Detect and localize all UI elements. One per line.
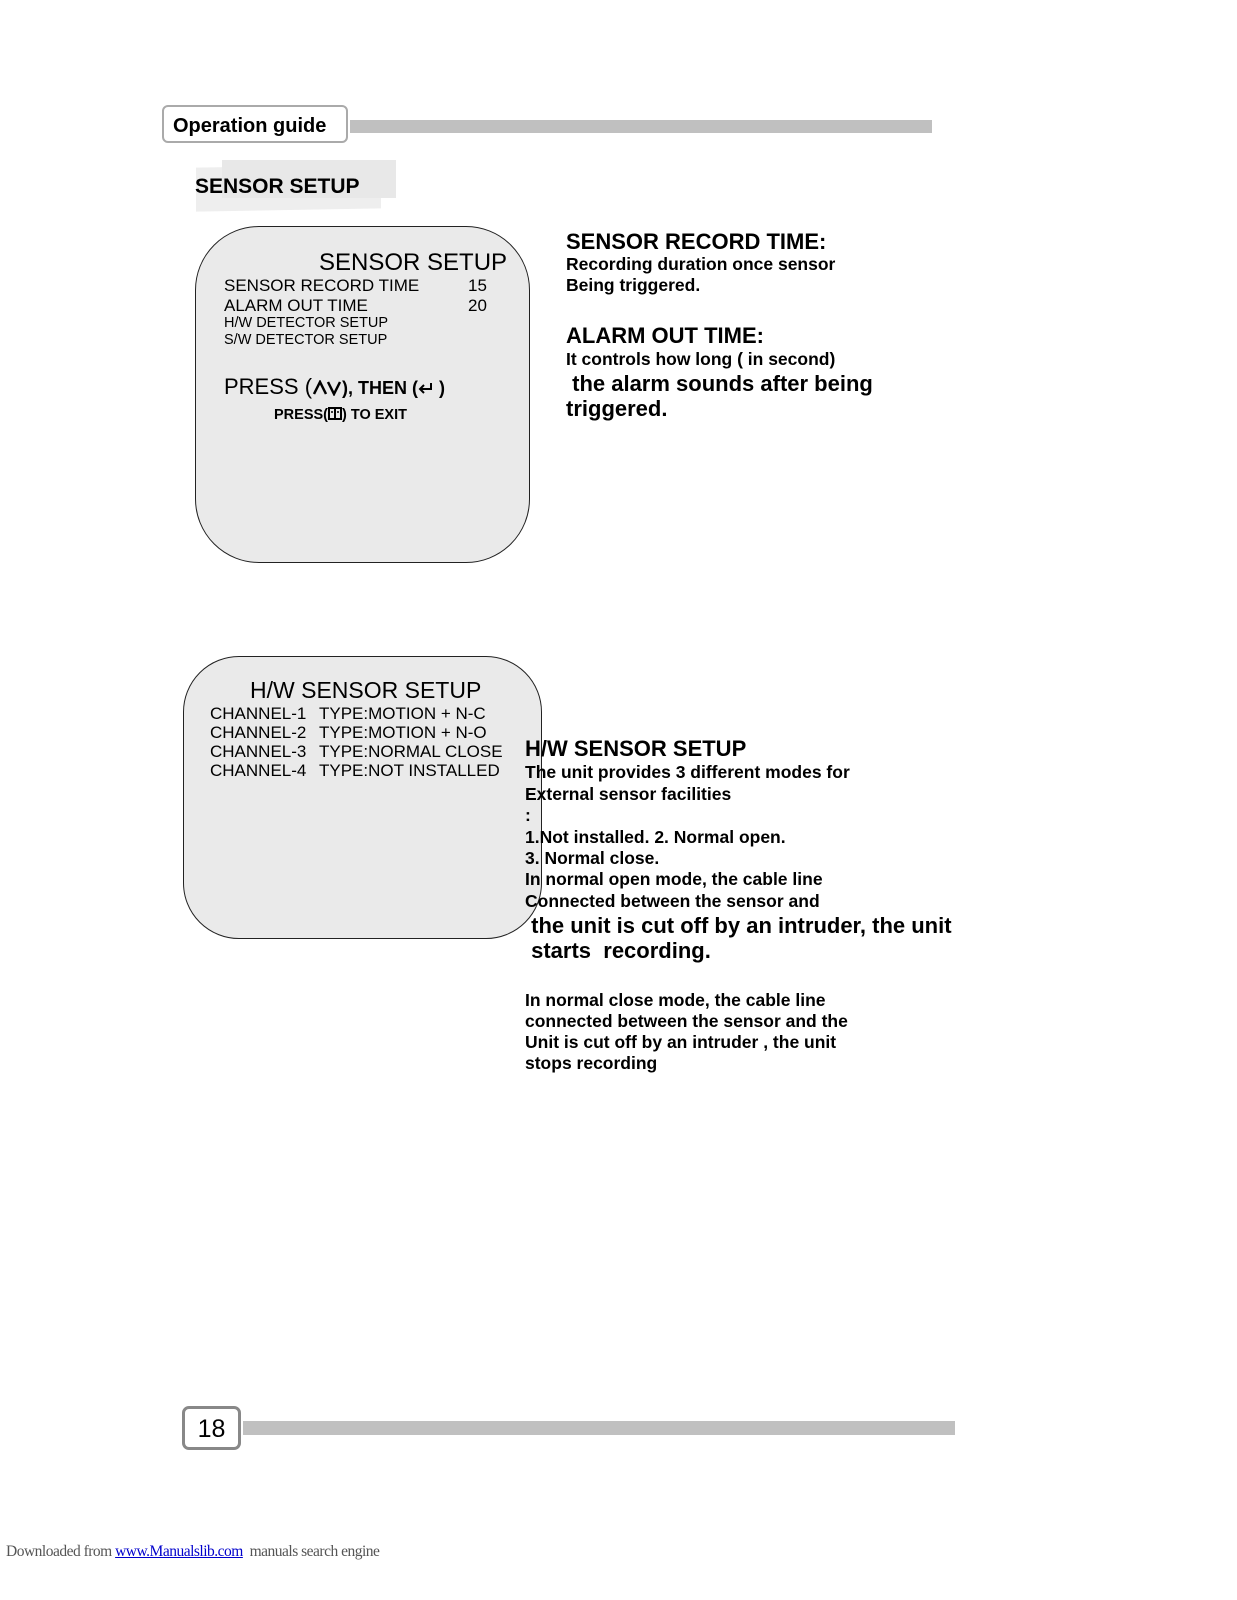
normal-close-text: connected between the sensor and the <box>525 1011 848 1031</box>
menu-book-icon <box>328 407 342 424</box>
press-suffix: ) <box>434 378 446 398</box>
osd-exit-instruction <box>274 407 407 424</box>
osd-title: SENSOR SETUP <box>319 249 508 276</box>
press-prefix: PRESS ( <box>224 374 313 399</box>
section-header-label: Operation guide <box>162 105 348 143</box>
page-title: SENSOR SETUP <box>195 175 360 198</box>
osd-press-instruction <box>224 376 445 400</box>
channel-name: CHANNEL-2 <box>210 723 307 742</box>
up-down-arrow-icon <box>312 380 342 400</box>
hw-sensor-text: 3. Normal close. <box>525 848 660 868</box>
exit-suffix: ) TO EXIT <box>342 407 407 424</box>
enter-icon <box>418 381 434 399</box>
press-mid: ), THEN ( <box>342 378 419 398</box>
normal-close-text: stops recording <box>525 1053 658 1073</box>
hw-sensor-text: Connected between the sensor and <box>525 891 820 911</box>
hw-sensor-heading: H/W SENSOR SETUP <box>525 736 747 761</box>
channel-type: TYPE:NOT INSTALLED <box>319 761 500 780</box>
osd-menu-item: S/W DETECTOR SETUP <box>224 332 388 348</box>
hw-sensor-text-large: starts recording. <box>525 938 711 963</box>
record-time-text: Recording duration once sensor <box>566 254 836 274</box>
alarm-out-text-large: the alarm sounds after being <box>566 371 873 396</box>
channel-type: TYPE:NORMAL CLOSE <box>319 742 503 761</box>
alarm-out-text-large: triggered. <box>566 396 668 421</box>
channel-type: TYPE:MOTION + N-C <box>319 704 486 723</box>
page-number: 18 <box>182 1406 241 1450</box>
download-footer <box>6 1543 379 1561</box>
channel-name: CHANNEL-4 <box>210 761 307 780</box>
hw-sensor-text: In normal open mode, the cable line <box>525 869 823 889</box>
record-time-heading: SENSOR RECORD TIME: <box>566 229 827 254</box>
osd-title: H/W SENSOR SETUP <box>250 677 482 703</box>
osd-row-label: ALARM OUT TIME <box>224 296 368 315</box>
hw-sensor-text: External sensor facilities <box>525 784 732 804</box>
alarm-out-text: It controls how long ( in second) <box>566 349 836 369</box>
hw-sensor-text-large: the unit is cut off by an intruder, the unit <box>525 913 952 938</box>
exit-prefix: PRESS( <box>274 407 328 424</box>
normal-close-text: In normal close mode, the cable line <box>525 990 826 1010</box>
manualslib-link[interactable]: www.Manualslib.com <box>115 1543 243 1560</box>
channel-name: CHANNEL-1 <box>210 704 307 723</box>
hw-sensor-text: The unit provides 3 different modes for <box>525 762 850 782</box>
record-time-text: Being triggered. <box>566 275 701 295</box>
channel-type: TYPE:MOTION + N-O <box>319 723 487 742</box>
alarm-out-heading: ALARM OUT TIME: <box>566 323 764 348</box>
osd-row-value: 20 <box>468 296 487 315</box>
download-prefix: Downloaded from <box>6 1543 116 1560</box>
osd-row-value: 15 <box>468 276 487 295</box>
channel-name: CHANNEL-3 <box>210 742 307 761</box>
osd-menu-item: H/W DETECTOR SETUP <box>224 315 389 331</box>
hw-sensor-text: 1.Not installed. 2. Normal open. <box>525 827 786 847</box>
normal-close-text: Unit is cut off by an intruder , the unit <box>525 1032 837 1052</box>
osd-row-label: SENSOR RECORD TIME <box>224 276 420 295</box>
download-suffix: manuals search engine <box>242 1543 380 1560</box>
footer-rule <box>243 1421 955 1435</box>
hw-sensor-text: : <box>525 805 531 825</box>
header-rule <box>350 120 932 133</box>
